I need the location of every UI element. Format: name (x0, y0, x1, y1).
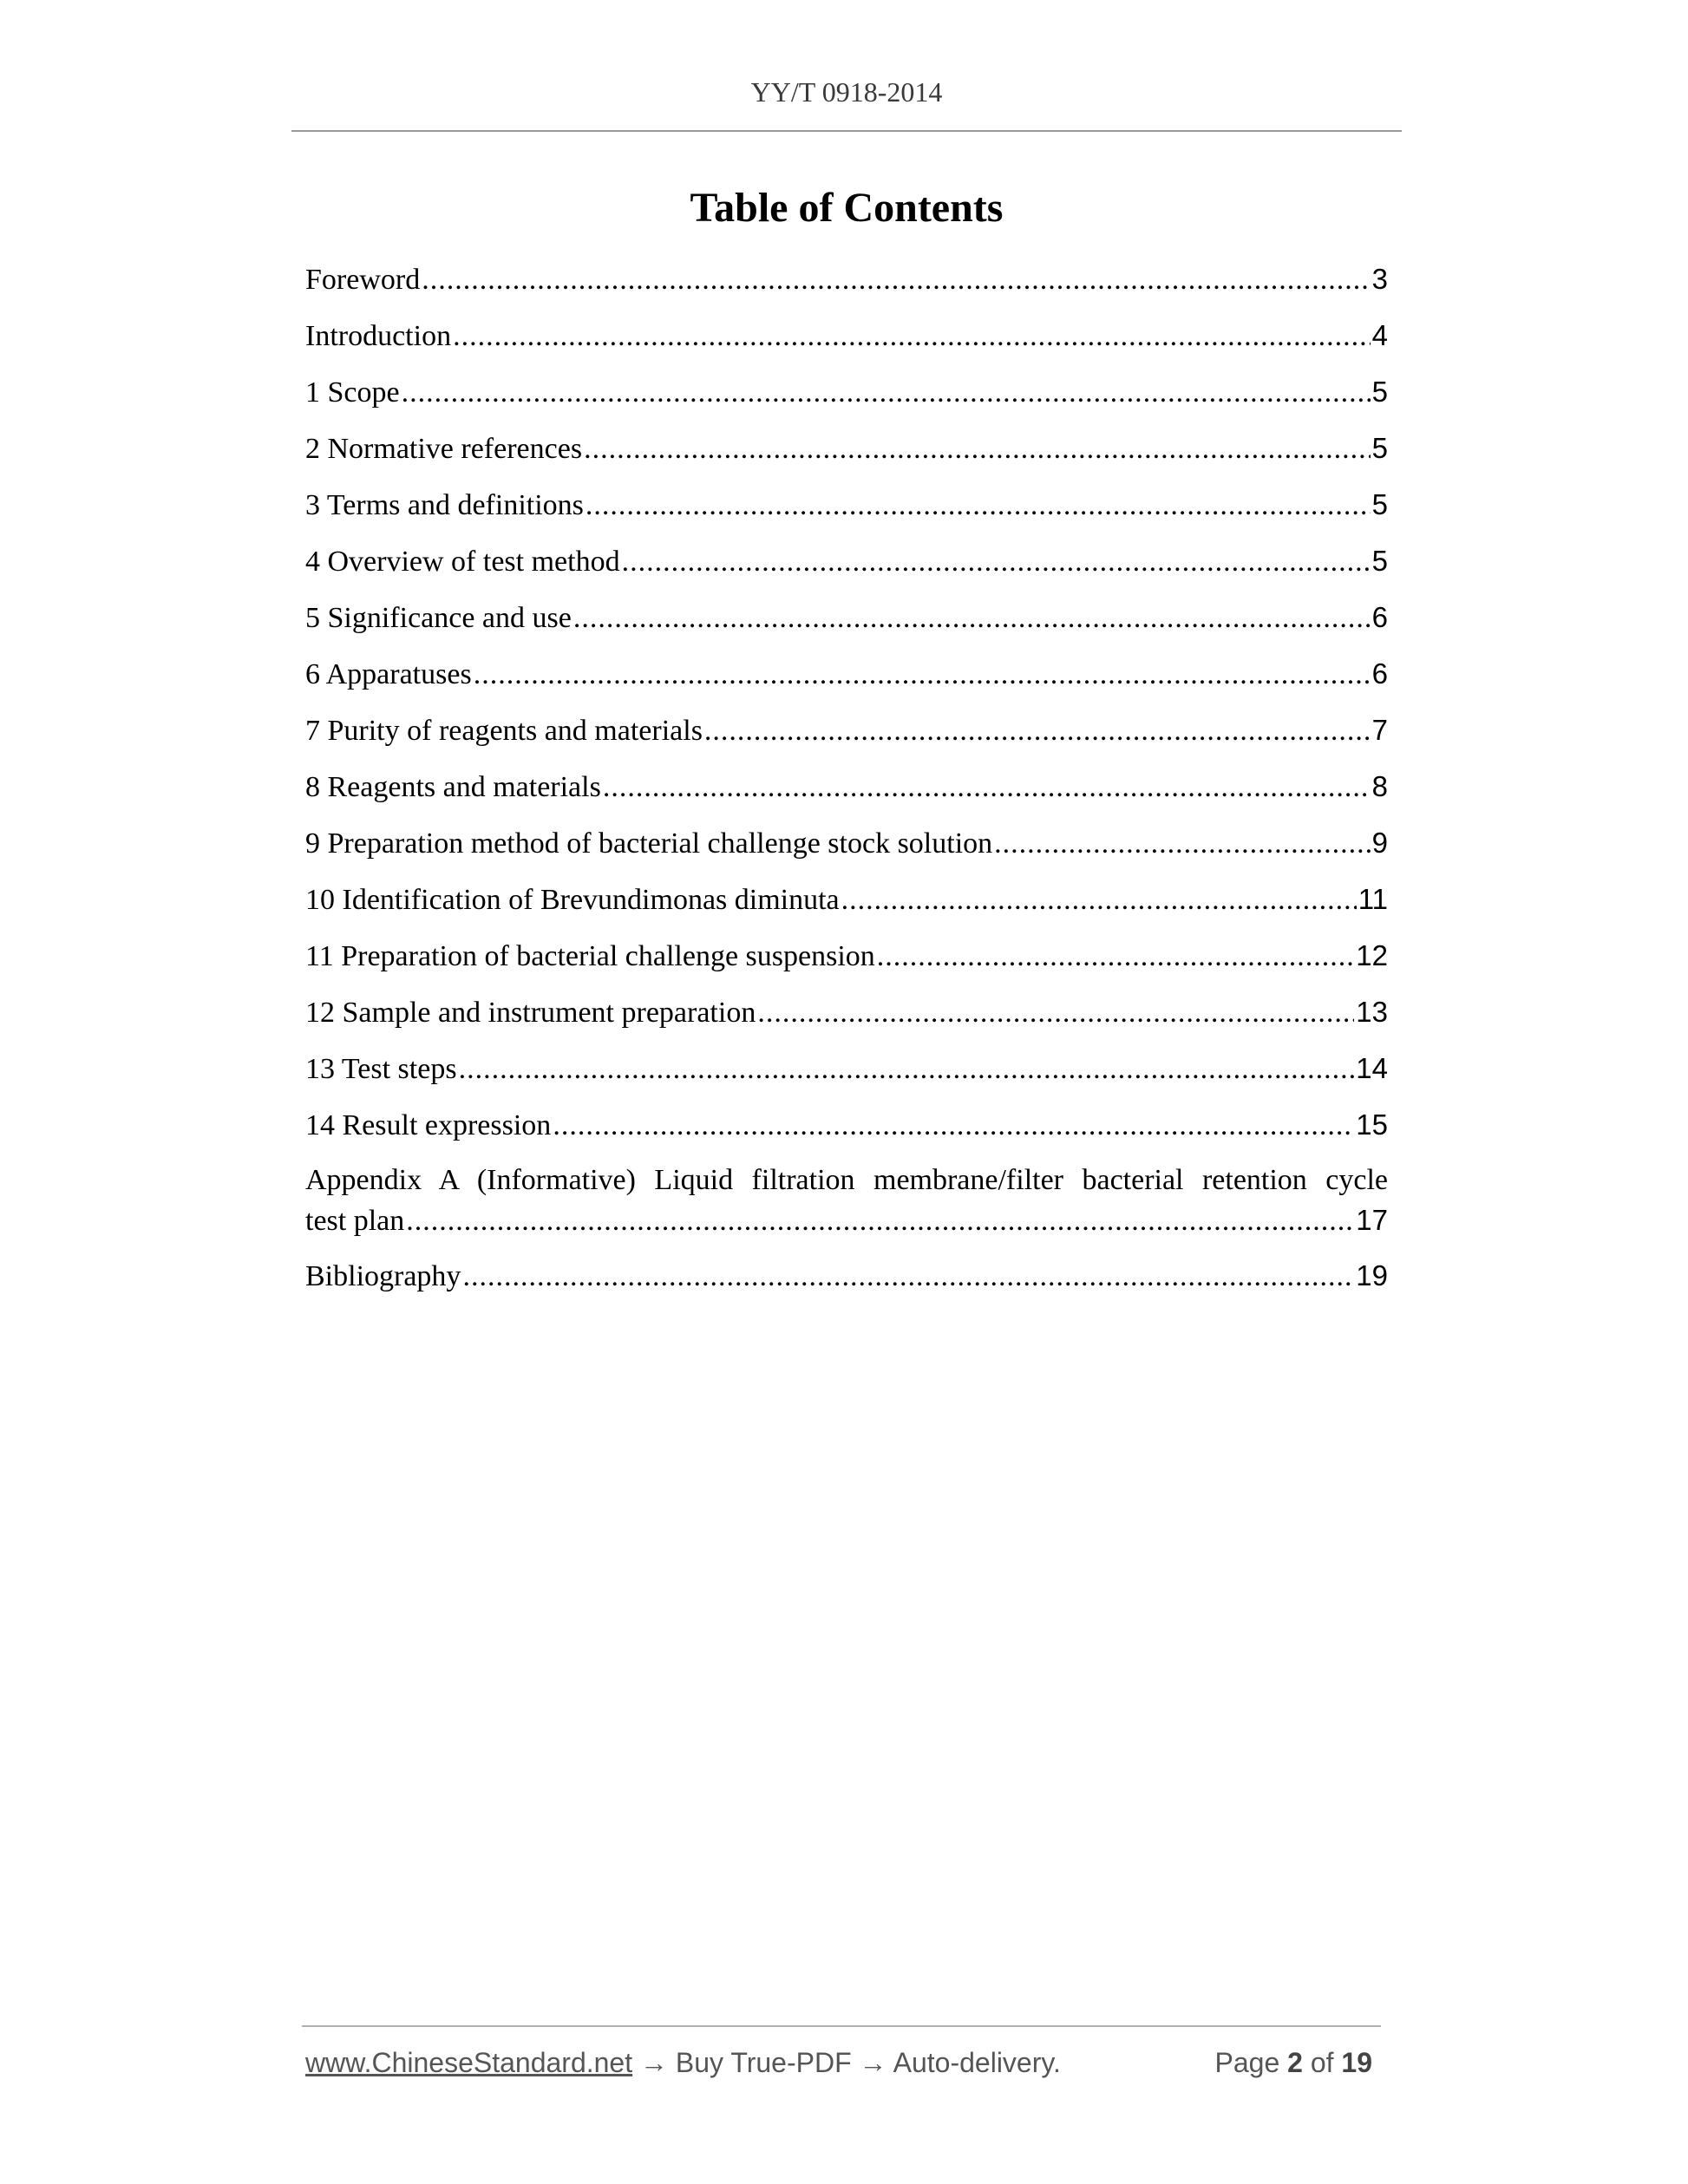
toc-entry[interactable] (305, 315, 1388, 356)
toc-entry-label: 2 Normative references (305, 433, 583, 465)
arrow-right-icon: → (859, 2047, 887, 2078)
dot-leader (553, 1105, 1354, 1147)
toc-entry-page: 14 (1356, 1052, 1388, 1084)
toc-entry[interactable] (305, 540, 1388, 582)
table-of-contents (305, 258, 1388, 1311)
toc-entry-label: 7 Purity of reagents and materials (305, 715, 703, 747)
dot-leader (462, 1256, 1354, 1298)
toc-entry-page: 7 (1371, 714, 1388, 746)
delivery-text: Auto-delivery. (893, 2047, 1061, 2078)
site-link[interactable]: www.ChineseStandard.net (305, 2047, 633, 2078)
toc-entry[interactable] (305, 371, 1388, 413)
toc-entry-label-continued: test plan (305, 1205, 405, 1237)
toc-entry-label: 1 Scope (305, 376, 400, 409)
toc-entry[interactable] (305, 709, 1388, 751)
dot-leader (406, 1201, 1354, 1241)
toc-entry[interactable] (305, 822, 1388, 864)
toc-entry[interactable] (305, 484, 1388, 526)
footer-divider (302, 2025, 1381, 2027)
page-current: 2 (1287, 2047, 1303, 2078)
toc-entry[interactable] (305, 991, 1388, 1033)
arrow-right-icon: → (640, 2047, 668, 2078)
toc-entry-bibliography[interactable] (305, 1255, 1388, 1297)
toc-entry-label: 12 Sample and instrument preparation (305, 997, 756, 1029)
toc-entry-page: 8 (1371, 770, 1388, 802)
toc-entry-page: 5 (1371, 376, 1388, 408)
toc-entry[interactable] (305, 766, 1388, 808)
toc-entry[interactable] (305, 935, 1388, 977)
page-total: 19 (1341, 2047, 1372, 2078)
dot-leader (704, 710, 1371, 752)
toc-entry-label: 3 Terms and definitions (305, 489, 584, 521)
toc-entry-label: 8 Reagents and materials (305, 771, 601, 803)
page-indicator (1215, 2047, 1372, 2079)
dot-leader (757, 992, 1354, 1034)
toc-entry-page: 12 (1356, 939, 1388, 971)
toc-entry-page: 5 (1371, 432, 1388, 464)
dot-leader (586, 485, 1371, 526)
toc-entry[interactable] (305, 258, 1388, 300)
page-footer (305, 2047, 1381, 2085)
toc-entry-page: 6 (1371, 657, 1388, 690)
toc-entry-label: 14 Result expression (305, 1109, 552, 1141)
toc-entry-appendix-a[interactable] (305, 1161, 1388, 1240)
toc-entry-continuation (305, 1200, 1388, 1240)
toc-entry-page: 5 (1371, 488, 1388, 520)
toc-entry-label: 13 Test steps (305, 1053, 457, 1085)
toc-entry-label: Bibliography (305, 1260, 461, 1292)
toc-entry-label: Appendix A (Informative) Liquid filtration membrane/filter bacterial retention cycle (305, 1164, 1388, 1196)
toc-title: Table of Contents (690, 185, 1004, 231)
running-header: YY/T 0918-2014 (750, 76, 943, 108)
toc-entry-page: 17 (1356, 1204, 1388, 1236)
toc-entry-page: 4 (1371, 319, 1388, 351)
dot-leader (422, 259, 1370, 301)
footer-promo (305, 2047, 1061, 2079)
dot-leader (603, 767, 1371, 808)
dot-leader (402, 372, 1371, 414)
toc-entry-page: 19 (1356, 1259, 1388, 1291)
dot-leader (841, 879, 1357, 921)
header-divider (291, 130, 1402, 132)
dot-leader (622, 541, 1371, 583)
toc-entry-page: 11 (1358, 883, 1388, 915)
toc-entry[interactable] (305, 1048, 1388, 1089)
dot-leader (453, 316, 1371, 357)
toc-entry[interactable] (305, 597, 1388, 638)
buy-text: Buy True-PDF (675, 2047, 852, 2078)
toc-entry-label: Introduction (305, 320, 452, 352)
dot-leader (584, 428, 1371, 470)
toc-entry-label: 9 Preparation method of bacterial challenge stock solution (305, 827, 993, 860)
page-word: Page (1214, 2047, 1280, 2078)
dot-leader (459, 1049, 1355, 1090)
toc-entry[interactable] (305, 428, 1388, 469)
toc-entry-page: 9 (1371, 827, 1388, 859)
toc-entry-page: 5 (1371, 545, 1388, 577)
of-word: of (1310, 2047, 1334, 2078)
toc-entry-label: 4 Overview of test method (305, 546, 620, 578)
toc-entry-label: 5 Significance and use (305, 602, 572, 634)
toc-entry-page: 6 (1371, 601, 1388, 633)
dot-leader (573, 598, 1371, 639)
toc-entry-page: 13 (1356, 996, 1388, 1028)
toc-entry-page: 15 (1356, 1108, 1388, 1141)
toc-entry[interactable] (305, 653, 1388, 695)
toc-entry-label: 6 Apparatuses (305, 658, 472, 690)
toc-entry-page: 3 (1371, 263, 1388, 295)
toc-entry-label: Foreword (305, 264, 421, 296)
toc-entry[interactable] (305, 879, 1388, 920)
dot-leader (877, 936, 1354, 978)
dot-leader (474, 654, 1371, 696)
toc-entry-label: 11 Preparation of bacterial challenge suspension (305, 940, 875, 972)
dot-leader (994, 823, 1370, 865)
toc-entry-label: 10 Identification of Brevundimonas diminuta (305, 884, 840, 916)
toc-entry[interactable] (305, 1104, 1388, 1146)
